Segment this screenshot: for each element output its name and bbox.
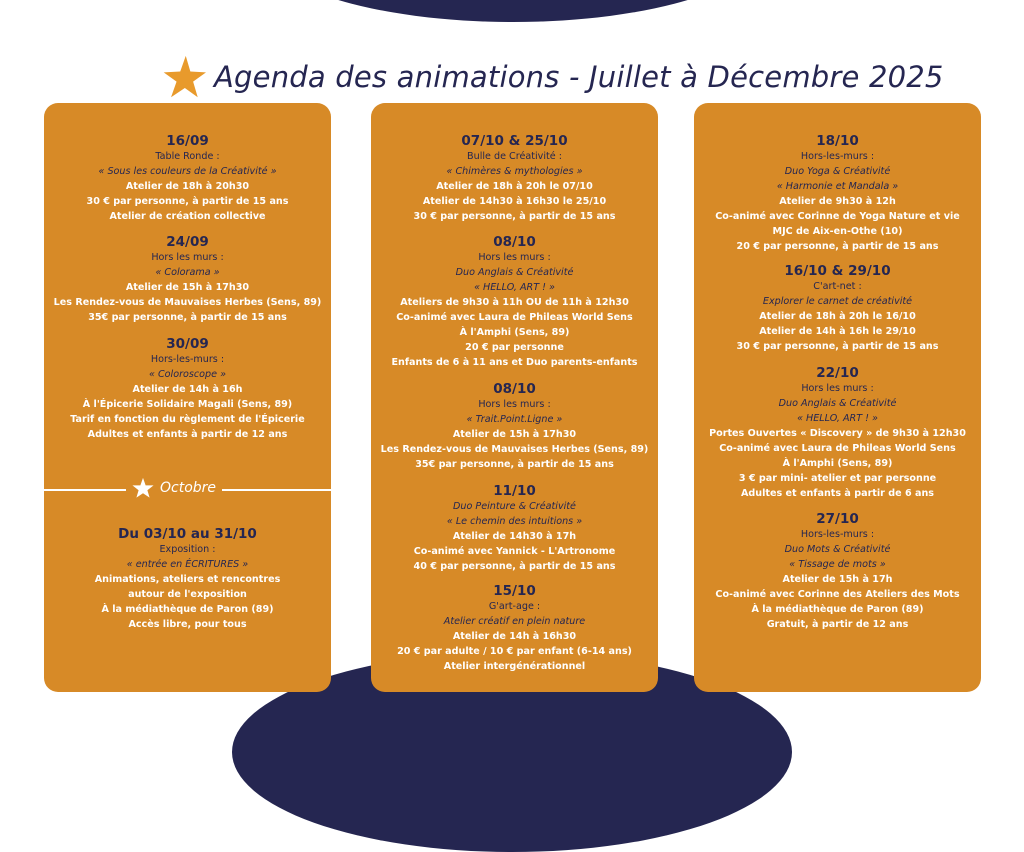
star-icon — [132, 477, 154, 499]
page-title: Agenda des animations - Juillet à Décembre 2025 — [214, 60, 944, 94]
event-type: Hors les murs : — [478, 399, 551, 410]
event-title: « Le chemin des intuitions » — [446, 516, 583, 527]
event-card — [371, 483, 658, 574]
event-date: 24/09 — [166, 234, 209, 250]
event-card — [44, 336, 331, 442]
event-type: Hors les murs : — [151, 252, 224, 263]
event-detail: Tarif en fonction du règlement de l'Épicerie — [70, 414, 305, 425]
event-title: « Tissage de mots » — [789, 559, 886, 570]
event-title: « Chimères & mythologies » — [446, 166, 583, 177]
event-title: « HELLO, ART ! » — [474, 282, 555, 293]
event-type: Exposition : — [159, 544, 216, 555]
event-detail: Atelier de 9h30 à 12h — [779, 196, 896, 207]
event-card — [694, 133, 981, 254]
event-detail: Gratuit, à partir de 12 ans — [766, 619, 909, 630]
event-date: 27/10 — [816, 511, 859, 527]
event-detail: 35€ par personne, à partir de 15 ans — [415, 459, 614, 470]
event-detail: Co-animé avec Laura de Phileas World Sens — [719, 443, 956, 454]
event-date: 16/09 — [166, 133, 209, 149]
event-detail: 40 € par personne, à partir de 15 ans — [413, 561, 616, 572]
event-type: Hors-les-murs : — [800, 151, 875, 162]
event-detail: Atelier de 15h à 17h30 — [452, 429, 577, 440]
event-detail: Atelier de 14h30 à 17h — [452, 531, 577, 542]
event-detail: Les Rendez-vous de Mauvaises Herbes (Sens, 89) — [53, 297, 322, 308]
event-card — [371, 381, 658, 472]
event-detail: Les Rendez-vous de Mauvaises Herbes (Sens, 89) — [380, 444, 649, 455]
page-header — [160, 52, 944, 102]
agenda-column-1 — [44, 103, 331, 692]
event-date: 22/10 — [816, 365, 859, 381]
event-detail: À l'Amphi (Sens, 89) — [782, 458, 893, 469]
event-title: « HELLO, ART ! » — [797, 413, 878, 424]
event-type: Hors-les-murs : — [800, 529, 875, 540]
event-title: « Colorama » — [155, 267, 220, 278]
event-detail: Co-animé avec Corinne des Ateliers des Mots — [715, 589, 960, 600]
event-card — [694, 263, 981, 354]
event-detail: 35€ par personne, à partir de 15 ans — [88, 312, 287, 323]
month-label — [126, 477, 222, 499]
event-detail: À l'Amphi (Sens, 89) — [459, 327, 570, 338]
event-type: Hors les murs : — [801, 383, 874, 394]
event-detail: Co-animé avec Laura de Phileas World Sens — [396, 312, 633, 323]
event-detail: 3 € par mini- atelier et par personne — [738, 473, 937, 484]
event-date: Du 03/10 au 31/10 — [118, 526, 257, 542]
event-card — [371, 234, 658, 370]
event-type: C'art-net : — [813, 281, 862, 292]
event-card — [44, 133, 331, 224]
agenda-column-2 — [371, 103, 658, 692]
event-date: 11/10 — [493, 483, 536, 499]
event-date: 15/10 — [493, 583, 536, 599]
event-detail: Atelier de 14h à 16h30 — [452, 631, 577, 642]
event-detail: Atelier de 15h à 17h30 — [125, 282, 250, 293]
event-title: Explorer le carnet de créativité — [762, 296, 913, 307]
event-card — [694, 511, 981, 632]
event-title: « Coloroscope » — [149, 369, 226, 380]
event-date: 08/10 — [493, 234, 536, 250]
event-subtitle: Duo Yoga & Créativité — [784, 166, 891, 177]
event-type: Table Ronde : — [155, 151, 220, 162]
event-detail: Atelier de création collective — [109, 211, 266, 222]
event-detail: Accès libre, pour tous — [128, 619, 247, 630]
event-title: « Trait.Point.Ligne » — [466, 414, 563, 425]
event-detail: Enfants de 6 à 11 ans et Duo parents-enfants — [391, 357, 638, 368]
event-detail: Atelier de 14h30 à 16h30 le 25/10 — [422, 196, 607, 207]
event-detail: MJC de Aix-en-Othe (10) — [772, 226, 903, 237]
event-title: Atelier créatif en plein nature — [443, 616, 586, 627]
event-detail: Atelier de 15h à 17h — [782, 574, 893, 585]
decorative-shape-top — [258, 0, 768, 22]
event-detail: Atelier de 18h à 20h30 — [125, 181, 250, 192]
event-detail: 30 € par personne, à partir de 15 ans — [86, 196, 289, 207]
event-detail: Co-animé avec Yannick - L'Artronome — [413, 546, 616, 557]
month-name: Octobre — [160, 480, 217, 496]
event-detail: autour de l'exposition — [128, 589, 247, 600]
event-detail: 30 € par personne, à partir de 15 ans — [736, 341, 939, 352]
agenda-column-3 — [694, 103, 981, 692]
event-date: 16/10 & 29/10 — [784, 263, 891, 279]
event-card — [371, 583, 658, 674]
event-card — [371, 133, 658, 224]
event-detail: À la médiathèque de Paron (89) — [751, 604, 924, 615]
event-detail: 20 € par personne, à partir de 15 ans — [736, 241, 939, 252]
event-title: « entrée en ÉCRITURES » — [126, 559, 249, 570]
event-detail: Ateliers de 9h30 à 11h OU de 11h à 12h30 — [400, 297, 629, 308]
event-detail: Atelier de 14h à 16h — [132, 384, 243, 395]
event-detail: Portes Ouvertes « Discovery » de 9h30 à 12h30 — [709, 428, 966, 439]
event-detail: À l'Épicerie Solidaire Magali (Sens, 89) — [82, 399, 293, 410]
event-detail: Atelier intergénérationnel — [443, 661, 586, 672]
star-icon — [160, 54, 206, 100]
event-type: G'art-age : — [488, 601, 541, 612]
event-detail: Adultes et enfants à partir de 12 ans — [87, 429, 288, 440]
event-detail: Atelier de 18h à 20h le 16/10 — [759, 311, 916, 322]
event-card — [44, 234, 331, 325]
event-detail: Animations, ateliers et rencontres — [94, 574, 281, 585]
event-detail: Atelier de 14h à 16h le 29/10 — [759, 326, 916, 337]
event-detail: Atelier de 18h à 20h le 07/10 — [436, 181, 593, 192]
event-detail: Co-animé avec Corinne de Yoga Nature et vie — [715, 211, 960, 222]
event-detail: 30 € par personne, à partir de 15 ans — [413, 211, 616, 222]
event-date: 07/10 & 25/10 — [461, 133, 568, 149]
event-date: 18/10 — [816, 133, 859, 149]
event-type: Hors les murs : — [478, 252, 551, 263]
event-detail: Adultes et enfants à partir de 6 ans — [740, 488, 934, 499]
event-type: Bulle de Créativité : — [467, 151, 562, 162]
event-detail: 20 € par adulte / 10 € par enfant (6-14 ans) — [397, 646, 632, 657]
event-subtitle: Duo Peinture & Créativité — [453, 501, 576, 512]
event-subtitle: Duo Anglais & Créativité — [455, 267, 574, 278]
event-card — [44, 526, 331, 632]
event-title: « Harmonie et Mandala » — [776, 181, 899, 192]
event-date: 08/10 — [493, 381, 536, 397]
event-detail: À la médiathèque de Paron (89) — [101, 604, 274, 615]
event-date: 30/09 — [166, 336, 209, 352]
event-subtitle: Duo Anglais & Créativité — [778, 398, 897, 409]
event-detail: 20 € par personne — [465, 342, 564, 353]
event-card — [694, 365, 981, 501]
event-type: Hors-les-murs : — [150, 354, 225, 365]
event-subtitle: Duo Mots & Créativité — [784, 544, 891, 555]
event-title: « Sous les couleurs de la Créativité » — [98, 166, 277, 177]
